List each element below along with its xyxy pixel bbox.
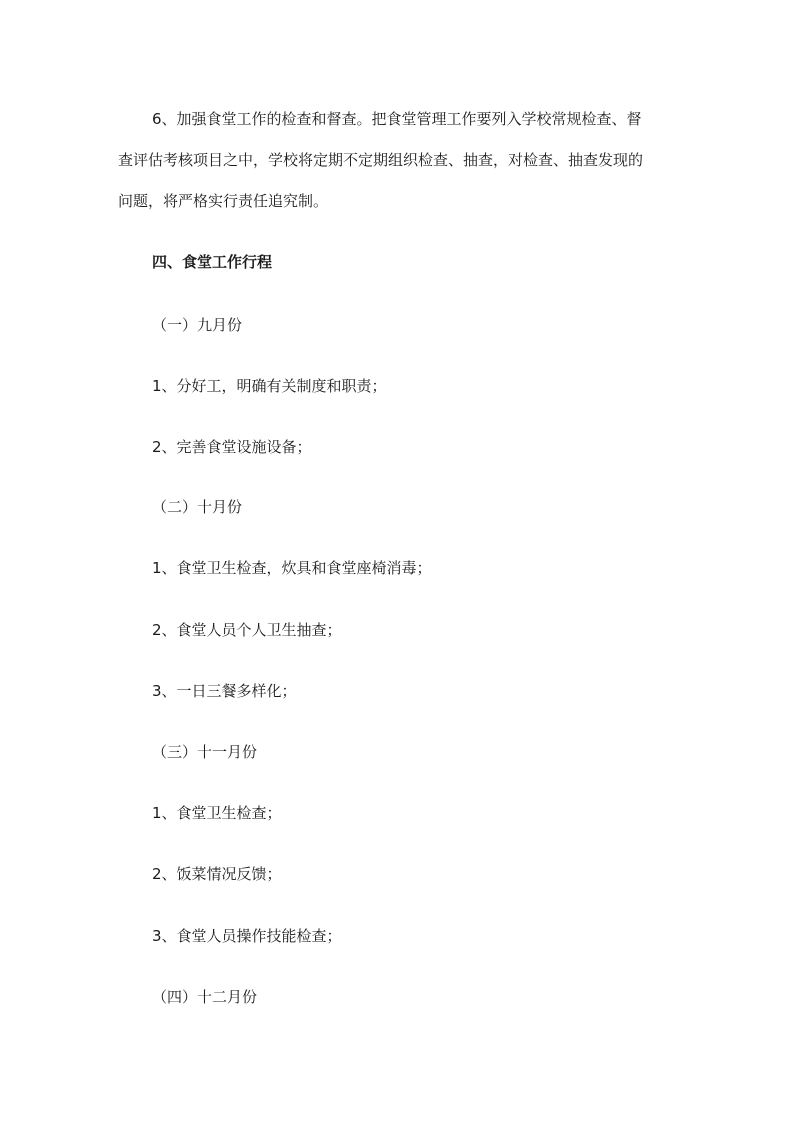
month-title: （四）十二月份: [152, 988, 258, 1006]
paragraph-line: 查评估考核项目之中，学校将定期不定期组织检查、抽查，对检查、抽查发现的: [118, 151, 644, 169]
paragraph-line: 问题，将严格实行责任追究制。: [118, 192, 329, 210]
list-item: 2、饭菜情况反馈；: [152, 865, 282, 883]
list-item: 1、分好工，明确有关制度和职责；: [152, 377, 387, 395]
list-item: 2、食堂人员个人卫生抽查；: [152, 621, 342, 639]
list-item: 3、食堂人员操作技能检查；: [152, 927, 342, 945]
list-item: 1、食堂卫生检查；: [152, 804, 282, 822]
section-heading: 四、食堂工作行程: [152, 253, 273, 271]
paragraph-line: 6、加强食堂工作的检查和督查。把食堂管理工作要列入学校常规检查、督: [152, 110, 642, 128]
month-title: （三）十一月份: [152, 743, 258, 761]
list-item: 1、食堂卫生检查，炊具和食堂座椅消毒；: [152, 559, 432, 577]
month-title: （二）十月份: [152, 498, 243, 516]
list-item: 2、完善食堂设施设备；: [152, 438, 312, 456]
list-item: 3、一日三餐多样化；: [152, 682, 297, 700]
month-title: （一）九月份: [152, 316, 243, 334]
